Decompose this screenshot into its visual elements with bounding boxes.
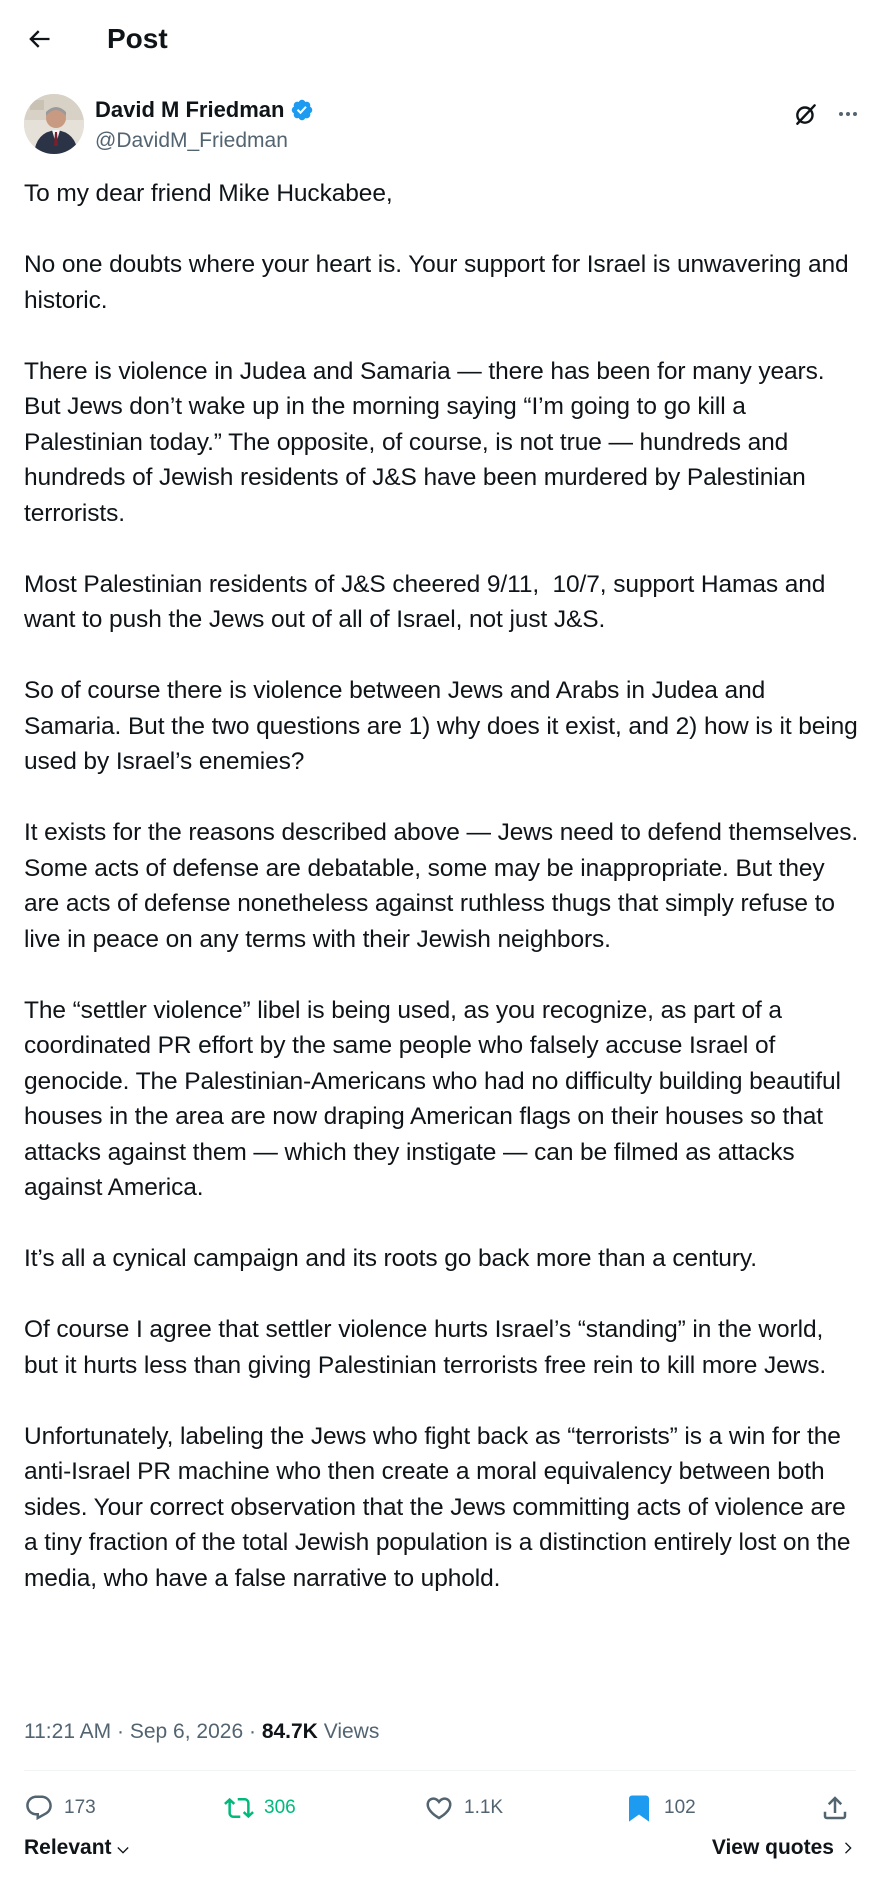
top-bar [0, 0, 880, 80]
post-meta [24, 1718, 379, 1746]
post-paragraph: Of course I agree that settler violence hurts Israel’s “standing” in the world, but it hurts less than giving Palestinian terrorists free rein to kill more Jews. [24, 1316, 830, 1379]
handle[interactable]: @DavidM_Friedman [95, 129, 288, 152]
view-quotes-label: View quotes [711, 1836, 834, 1859]
sort-label: Relevant [24, 1836, 112, 1859]
reply-button[interactable] [24, 1788, 96, 1828]
more-button[interactable] [832, 98, 864, 130]
post-paragraph: To my dear friend Mike Huckabee, [24, 180, 393, 207]
grok-icon [793, 101, 819, 127]
post-paragraph: No one doubts where your heart is. Your support for Israel is unwavering and historic. [24, 251, 856, 314]
post-text [24, 176, 865, 1596]
view-quotes-link[interactable] [712, 1836, 856, 1860]
bookmark-button[interactable] [624, 1788, 696, 1828]
post-paragraph: Unfortunately, labeling the Jews who fight back as “terrorists” is a win for the anti-Israel PR machine who then create a moral equivalency between both sides. Your correct observation that the Jews committing acts of violence are a tiny fraction of the total Jewish population is a distinction entirely lost on the media, who have a false narrative to uphold. [24, 1422, 858, 1592]
arrow-left-icon [25, 25, 53, 53]
like-button[interactable] [424, 1788, 503, 1828]
bookmark-count: 102 [664, 1797, 696, 1818]
reply-count: 173 [64, 1797, 96, 1818]
sort-replies-dropdown[interactable] [24, 1836, 131, 1860]
reply-icon [24, 1793, 54, 1823]
divider [24, 1770, 856, 1771]
display-name[interactable]: David M Friedman [95, 97, 285, 122]
verified-badge-icon [290, 98, 314, 122]
post-time[interactable]: 11:21 AM [24, 1720, 112, 1743]
views-count: 84.7K [261, 1720, 318, 1743]
more-horizontal-icon [836, 102, 860, 126]
repost-count: 306 [264, 1797, 296, 1818]
repost-icon [224, 1793, 254, 1823]
display-name-row [95, 96, 314, 124]
post-paragraph: Most Palestinian residents of J&S cheered 9/11, 10/7, support Hamas and want to push the Jews out of all of Israel, not just J&S. [24, 570, 833, 633]
like-count: 1.1K [464, 1797, 504, 1818]
post-paragraph: The “settler violence” libel is being used, as you recognize, as part of a coordinated PR effort by the same people who falsely accuse Israel of genocide. The Palestinian-Americans who had no difficulty building beautiful houses in the area are now draping American flags on their houses so that attacks against them — which they instigate — can be filmed as attacks against America. [24, 996, 848, 1201]
post-paragraph: So of course there is violence between Jews and Arabs in Judea and Samaria. But the two questions are 1) why does it exist, and 2) how is it being used by Israel’s enemies? [24, 677, 865, 775]
post-paragraph: There is violence in Judea and Samaria — there has been for many years. But Jews don’t wake up in the morning saying “I’m going to go kill a Palestinian today.” The opposite, of course, is not true — hundreds and hundreds of Jewish residents of J&S have been murdered by Palestinian terrorists. [24, 357, 832, 527]
post-author [24, 94, 856, 156]
avatar-photo [24, 94, 84, 154]
post-paragraph: It’s all a cynical campaign and its roots go back more than a century. [24, 1245, 757, 1272]
grok-button[interactable] [790, 98, 822, 130]
views-label: Views [323, 1720, 380, 1743]
back-button[interactable] [22, 22, 56, 56]
replies-controls [24, 1836, 856, 1868]
repost-button[interactable] [224, 1788, 296, 1828]
post-paragraph: It exists for the reasons described above — Jews need to defend themselves. Some acts of defense are debatable, some may be inappropriate. But they are acts of defense nonetheless against ruthless thugs that simply refuse to live in peace on any terms with their Jewish neighbors. [24, 819, 865, 953]
chevron-down-icon [115, 1842, 131, 1858]
post-date[interactable]: Sep 6, 2026 [129, 1720, 244, 1743]
meta-separator: · [117, 1720, 125, 1743]
chevron-right-icon [840, 1840, 856, 1856]
bookmark-filled-icon [624, 1793, 654, 1823]
action-bar [24, 1788, 856, 1828]
avatar[interactable] [24, 94, 84, 154]
share-button[interactable] [820, 1788, 850, 1828]
heart-icon [424, 1793, 454, 1823]
page-title: Post [107, 23, 168, 54]
meta-separator: · [248, 1720, 256, 1743]
share-icon [820, 1793, 850, 1823]
